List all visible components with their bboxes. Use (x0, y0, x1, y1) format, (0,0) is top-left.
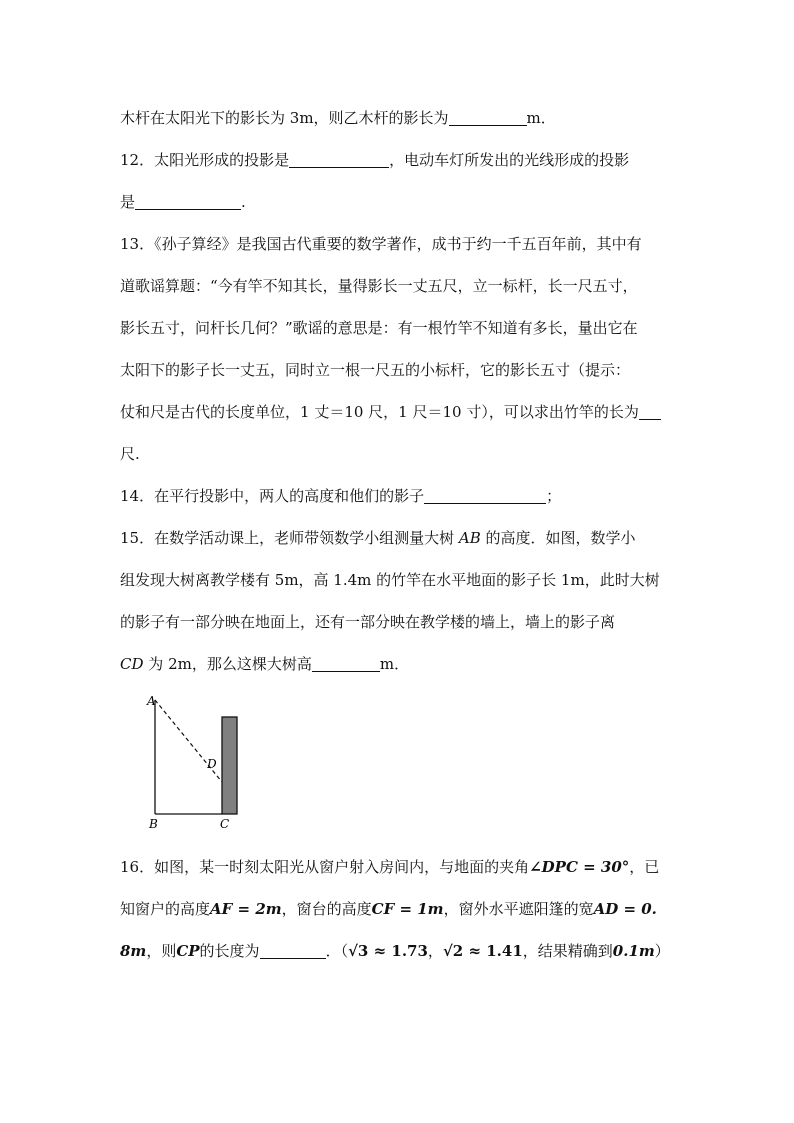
math: √3 ≈ 1.73 (348, 942, 428, 960)
question-15-line-3: 的影子有一部分映在地面上，还有一部分映在教学楼的墙上，墙上的影子离 (120, 613, 616, 631)
label-d: D (207, 757, 217, 771)
text: ） (654, 942, 670, 960)
text: ，窗台的高度 (281, 900, 372, 918)
question-15-line-1 (120, 528, 636, 548)
answer-blank[interactable] (449, 109, 527, 126)
text: 15．在数学活动课上，老师带领数学小组测量大树 (120, 529, 455, 547)
math: ∠DPC = 30° (529, 858, 630, 876)
question-16-line-1 (120, 857, 659, 877)
text: ，结果精确到 (522, 942, 613, 960)
math: CP (176, 942, 200, 960)
line-1 (120, 108, 556, 128)
text: ； (546, 487, 562, 505)
tree-shadow-figure (140, 690, 260, 835)
answer-blank[interactable] (260, 942, 326, 959)
text: 为 2m，那么这棵大树高 (148, 655, 312, 673)
label-b: B (149, 817, 158, 831)
math: √2 ≈ 1.41 (442, 942, 523, 960)
question-16-line-3 (120, 941, 670, 961)
text: ．（ (325, 942, 349, 960)
answer-blank[interactable] (312, 655, 380, 672)
question-14 (120, 486, 561, 506)
question-13-line-4: 太阳下的影子长一丈五，同时立一根一尺五的小标杆，它的影长五寸（提示： (120, 361, 631, 379)
question-15-line-4 (120, 654, 409, 674)
question-12 (120, 150, 629, 170)
text: 12．太阳光形成的投影是 (120, 151, 290, 169)
text: 木杆在太阳光下的影长为 3m，则乙木杆的影长为 (120, 109, 449, 127)
question-13-line-5 (120, 402, 661, 422)
math-var: AB (458, 529, 481, 547)
text: . (241, 193, 246, 211)
text: ， (427, 942, 443, 960)
text: 14．在平行投影中，两人的高度和他们的影子 (120, 487, 425, 505)
question-13-line-2: 道歌谣算题：“今有竿不知其长，量得影长一丈五尺，立一标杆，长一尺五寸， (120, 277, 638, 295)
question-13-line-1: 13．《孙子算经》是我国古代重要的数学著作，成书于约一千五百年前，其中有 (120, 235, 642, 253)
math: AD = 0. (593, 900, 657, 918)
question-12-cont (120, 192, 246, 212)
text: ，窗外水平遮阳篷的宽 (443, 900, 594, 918)
question-16-line-2 (120, 899, 657, 919)
text: m． (379, 655, 410, 673)
text: ，则 (146, 942, 177, 960)
text: ，已 (629, 858, 660, 876)
text: ，电动车灯所发出的光线形成的投影 (389, 151, 630, 169)
math: AF = 2m (210, 900, 282, 918)
text: 的高度．如图，数学小 (485, 529, 636, 547)
answer-blank[interactable] (135, 193, 241, 210)
math: 0.1m (612, 942, 655, 960)
math-var: CD (120, 655, 144, 673)
text: m． (526, 109, 556, 127)
text: 知窗户的高度 (120, 900, 211, 918)
text: 是 (120, 193, 136, 211)
text: 仗和尺是古代的长度单位，1 丈＝10 尺，1 尺＝10 寸），可以求出竹竿的长为 (120, 403, 639, 421)
question-13-line-6: 尺. (120, 445, 140, 463)
answer-blank[interactable] (424, 487, 546, 504)
answer-blank[interactable] (289, 151, 389, 168)
question-15-line-2: 组发现大树离教学楼有 5m，高 1.4m 的竹竿在水平地面的影子长 1m，此时大树 (120, 571, 660, 589)
question-13-line-3: 影长五寸，问杆长几何？”歌谣的意思是：有一根竹竿不知道有多长，量出它在 (120, 319, 638, 337)
label-c: C (220, 817, 230, 831)
answer-blank[interactable] (639, 403, 661, 420)
math: 8m (120, 942, 147, 960)
text: 16．如图，某一时刻太阳光从窗户射入房间内，与地面的夹角 (120, 858, 530, 876)
text: 的长度为 (199, 942, 260, 960)
math: CF = 1m (371, 900, 444, 918)
label-a: A (147, 694, 156, 708)
building-wall (222, 717, 237, 814)
